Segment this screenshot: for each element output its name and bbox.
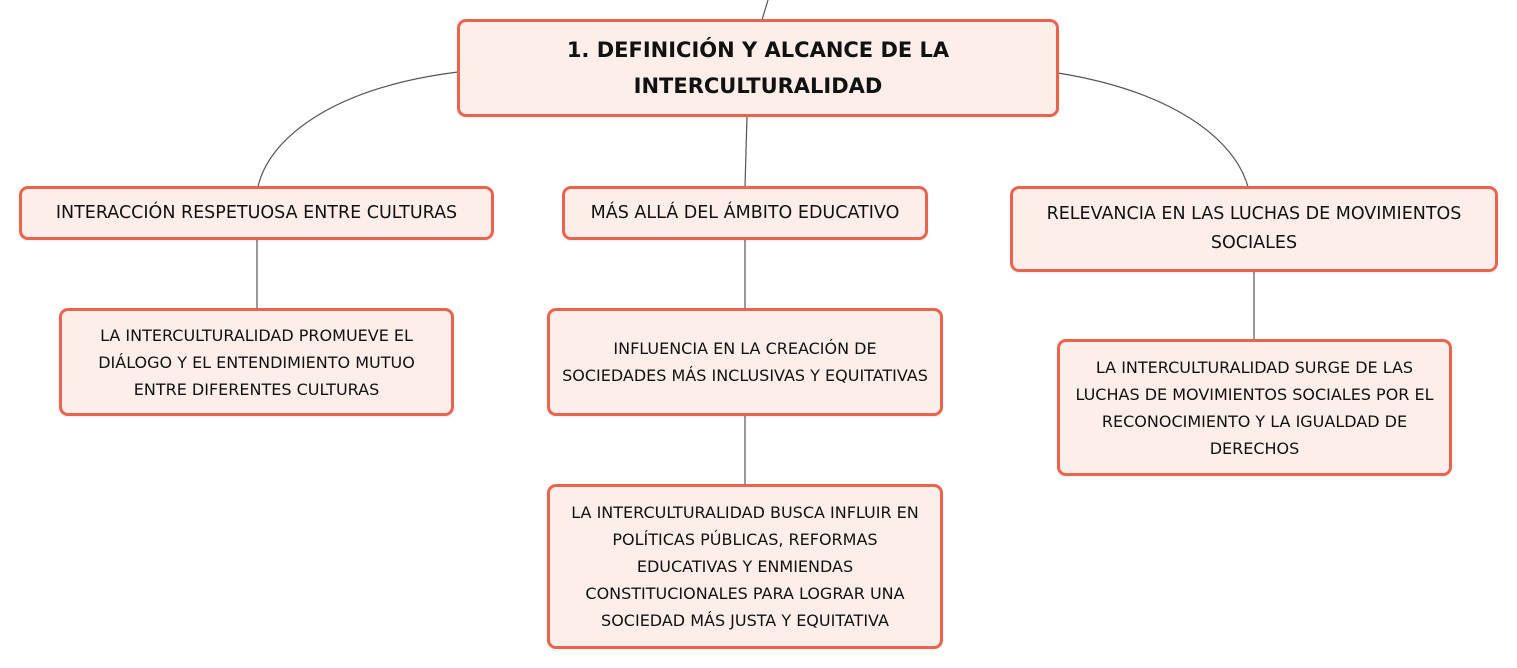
root-topic-node[interactable] — [457, 19, 1059, 117]
subtopic-text — [571, 499, 918, 634]
connector-parent-to-root — [762, 0, 768, 20]
subtopic-line: EDUCATIVAS Y ENMIENDAS — [636, 557, 854, 576]
subtopic-line: ENTRE DIFERENTES CULTURAS — [133, 379, 380, 399]
root-topic-line: INTERCULTURALIDAD — [633, 74, 883, 98]
subtopic-dialogue-understanding[interactable] — [59, 308, 454, 416]
branch-topic-social-movements[interactable] — [1010, 186, 1498, 272]
connector-root-to-branch-2 — [745, 116, 747, 187]
subtopic-text — [562, 335, 928, 389]
root-topic-text — [567, 32, 949, 104]
subtopic-line: RECONOCIMIENTO Y LA IGUALDAD DE — [1101, 411, 1408, 431]
subtopic-social-movements-origin[interactable] — [1057, 339, 1452, 476]
branch-topic-label: INTERACCIÓN RESPETUOSA ENTRE CULTURAS — [55, 202, 458, 223]
connector-root-to-branch-3 — [1058, 73, 1248, 187]
subtopic-inclusive-societies[interactable] — [547, 308, 943, 416]
subtopic-line: CONSTITUCIONALES PARA LOGRAR UNA — [585, 584, 905, 603]
subtopic-line: LA INTERCULTURALIDAD SURGE DE LAS — [1095, 357, 1414, 377]
subtopic-line: LA INTERCULTURALIDAD PROMUEVE EL — [100, 325, 413, 345]
subtopic-line: DIÁLOGO Y EL ENTENDIMIENTO MUTUO — [98, 352, 415, 372]
connector-root-to-branch-1 — [258, 72, 458, 187]
subtopic-text — [98, 322, 415, 403]
subtopic-text — [1075, 354, 1433, 462]
subtopic-line: POLÍTICAS PÚBLICAS, REFORMAS — [612, 530, 878, 549]
subtopic-line: INFLUENCIA EN LA CREACIÓN DE — [613, 339, 877, 358]
subtopic-line: LUCHAS DE MOVIMIENTOS SOCIALES POR EL — [1075, 384, 1434, 404]
branch-topic-label: MÁS ALLÁ DEL ÁMBITO EDUCATIVO — [590, 202, 900, 223]
branch-topic-line: RELEVANCIA EN LAS LUCHAS DE MOVIMIENTOS — [1046, 204, 1462, 224]
branch-topic-beyond-education[interactable] — [562, 186, 928, 240]
subtopic-line: SOCIEDAD MÁS JUSTA Y EQUITATIVA — [601, 611, 889, 630]
root-topic-line: 1. DEFINICIÓN Y ALCANCE DE LA — [566, 38, 950, 62]
subtopic-line: DERECHOS — [1209, 438, 1300, 458]
branch-topic-line: SOCIALES — [1210, 233, 1298, 253]
subtopic-line: SOCIEDADES MÁS INCLUSIVAS Y EQUITATIVAS — [562, 366, 928, 385]
subtopic-public-policies[interactable] — [547, 484, 943, 649]
branch-topic-text — [1047, 200, 1462, 258]
branch-topic-respectful-interaction[interactable] — [19, 186, 494, 240]
subtopic-line: LA INTERCULTURALIDAD BUSCA INFLUIR EN — [571, 503, 919, 522]
